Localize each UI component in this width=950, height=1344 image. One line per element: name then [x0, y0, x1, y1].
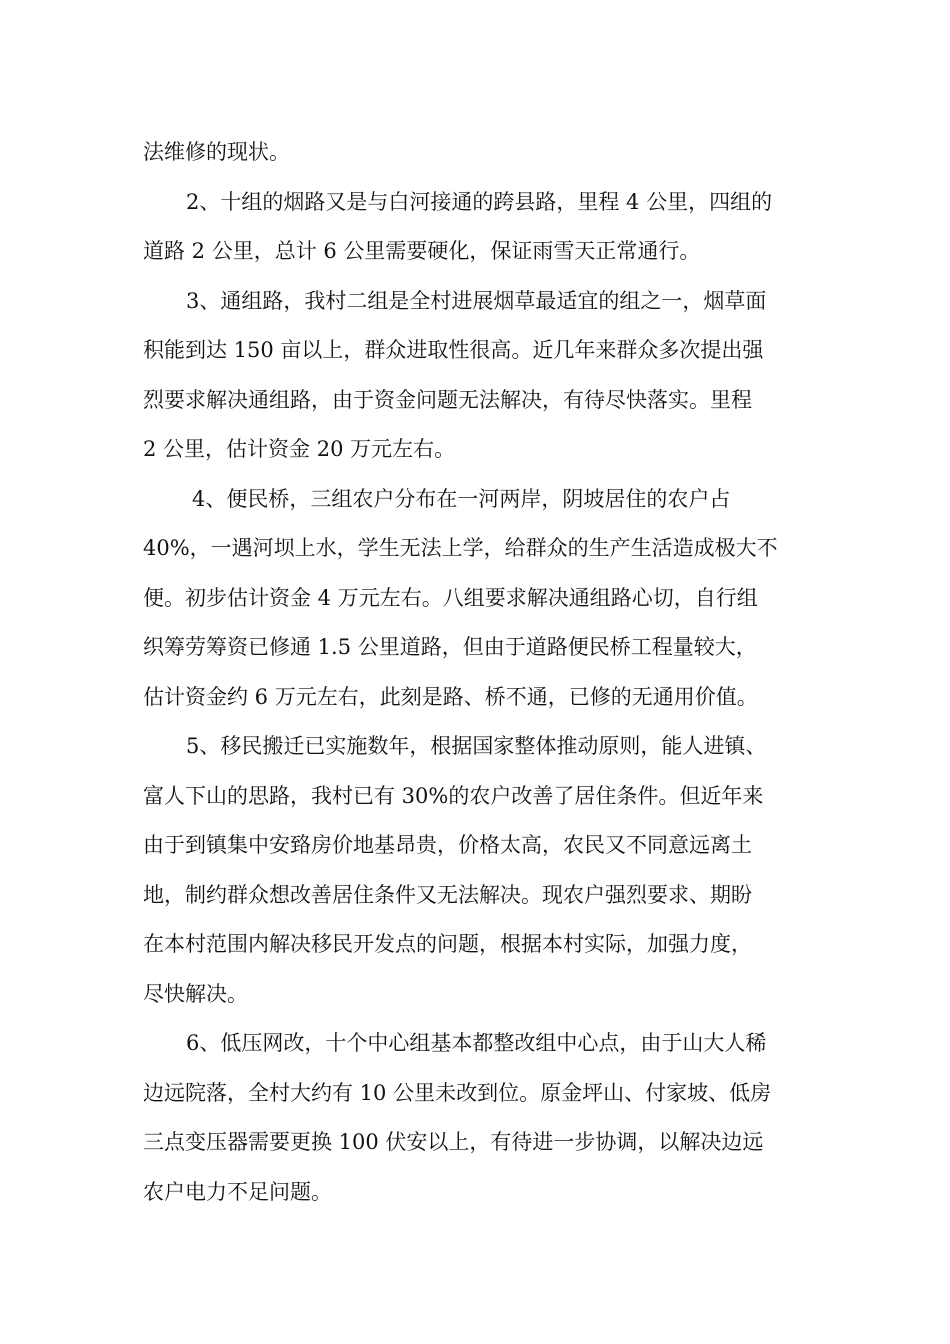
text-line: 地，制约群众想改善居住条件又无法解决。现农户强烈要求、期盼 [143, 882, 752, 907]
paragraph-start-line: 5、移民搬迁已实施数年，根据国家整体推动原则，能人进镇、 [186, 734, 767, 758]
paragraph-start-line: 6、低压网改，十个中心组基本都整改组中心点，由于山大人稀 [186, 1031, 767, 1055]
text-line: 三点变压器需要更换 100 伏安以上，有待进一步协调，以解决边远 [143, 1130, 764, 1154]
text-line: 农户电力不足问题。 [143, 1179, 332, 1204]
text-line: 法维修的现状。 [143, 140, 290, 164]
text-line: 40%，一遇河坝上水，学生无法上学，给群众的生产生活造成极大不 [143, 536, 778, 560]
text-line: 便。初步估计资金 4 万元左右。八组要求解决通组路心切，自行组 [143, 585, 758, 610]
text-line: 2 公里，估计资金 20 万元左右。 [143, 437, 456, 461]
text-line: 富人下山的思路，我村已有 30%的农户改善了居住条件。但近年来 [143, 783, 764, 808]
paragraph-start-line: 3、通组路，我村二组是全村进展烟草最适宜的组之一，烟草面 [186, 288, 767, 313]
document-body [143, 128, 813, 1217]
text-line: 估计资金约 6 万元左右，此刻是路、桥不通，已修的无通用价值。 [143, 684, 758, 709]
text-line: 由于到镇集中安臵房价地基昂贵，价格太高，农民又不同意远离土 [143, 833, 752, 857]
text-line: 边远院落，全村大约有 10 公里未改到位。原金坪山、付家坡、低房 [143, 1080, 772, 1105]
text-line: 尽快解决。 [143, 981, 248, 1006]
text-line: 烈要求解决通组路，由于资金问题无法解决，有待尽快落实。里程 [143, 387, 752, 412]
text-line: 在本村范围内解决移民开发点的问题，根据本村实际，加强力度， [143, 932, 752, 956]
text-line: 积能到达 150 亩以上，群众进取性很高。近几年来群众多次提出强 [143, 338, 764, 362]
text-line: 道路 2 公里，总计 6 公里需要硬化，保证雨雪天正常通行。 [143, 239, 701, 263]
paragraph-start-line: 2、十组的烟路又是与白河接通的跨县路，里程 4 公里，四组的 [186, 189, 773, 214]
text-line: 织筹劳筹资已修通 1.5 公里道路，但由于道路便民桥工程量较大， [143, 635, 757, 659]
paragraph-start-line: 4、便民桥，三组农户分布在一河两岸，阴坡居住的农户占 [192, 486, 731, 511]
